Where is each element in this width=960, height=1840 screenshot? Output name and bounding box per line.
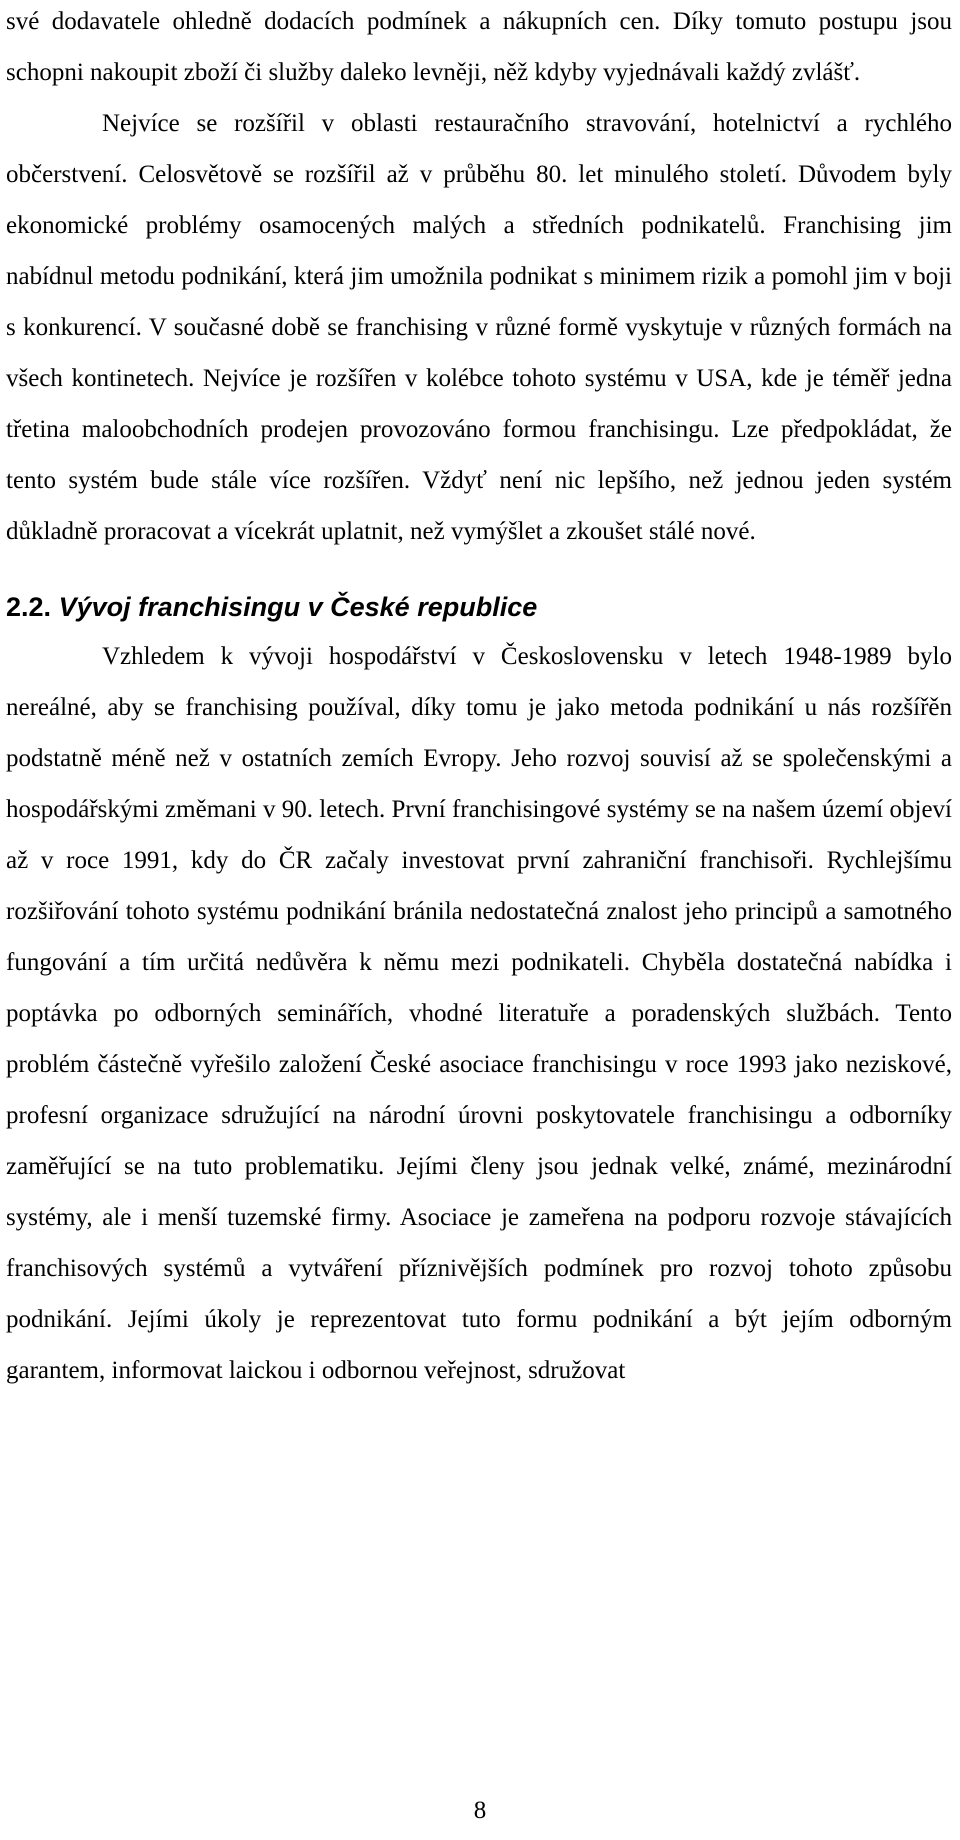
- section-title: Vývoj franchisingu v České republice: [58, 592, 538, 622]
- section-heading: [6, 583, 952, 631]
- body-paragraph: Vzhledem k vývoji hospodářství v Československu v letech 1948-1989 bylo nereálné, aby se franchising používal, díky tomu je jako metoda podnikání u nás rozšířěn podstatně méně než v ostatních zemích Evropy. Jeho rozvoj souvisí až se společenskými a hospodářskými změmani v 90. letech. První franchisingové systémy se na našem území objeví až v roce 1991, kdy do ČR začaly investovat první zahraniční franchisoři. Rychlejšímu rozšiřování tohoto systému podnikání bránila nedostatečná znalost jeho principů a samotného fungování a tím určitá nedůvěra k němu mezi podnikateli. Chyběla dostatečná nabídka i poptávka po odborných seminářích, vhodné literatuře a poradenských službách. Tento problém částečně vyřešilo založení České asociace franchisingu v roce 1993 jako neziskové, profesní organizace sdružující na národní úrovni poskytovatele franchisingu a odborníky zaměřující se na tuto problematiku. Jejími členy jsou jednak velké, známé, mezinárodní systémy, ale i menší tuzemské firmy. Asociace je zameřena na podporu rozvoje stávajících franchisových systémů a vytváření příznivějších podmínek pro rozvoj tohoto způsobu podnikání. Jejími úkoly je reprezentovat tuto formu podnikání a být jejím odborným garantem, informovat laickou i odbornou veřejnost, sdružovat: [6, 643, 952, 1384]
- section-number: 2.2.: [6, 592, 52, 622]
- body-paragraph: Nejvíce se rozšířil v oblasti restauračního stravování, hotelnictví a rychlého občerstvení. Celosvětově se rozšířil až v průběhu 80. let minulého století. Důvodem byly ekonomické problémy osamocených malých a středních podnikatelů. Franchising jim nabídnul metodu podnikání, která jim umožnila podnikat s minimem rizik a pomohl jim v boji s konkurencí. V současné době se franchising v různé formě vyskytuje v různých formách na všech kontinetech. Nejvíce je rozšířen v kolébce tohoto systému v USA, kde je téměř jedna třetina maloobchodních prodejen provozováno formou franchisingu. Lze předpokládat, že tento systém bude stále více rozšířen. Vždyť není nic lepšího, než jednou jeden systém důkladně proracovat a vícekrát uplatnit, než vymýšlet a zkoušet stálé nové.: [6, 110, 952, 545]
- body-paragraph: své dodavatele ohledně dodacích podmínek a nákupních cen. Díky tomuto postupu jsou schopni nakoupit zboží či služby daleko levněji, něž kdyby vyjednávali každý zvlášť.: [6, 8, 952, 86]
- page-number: 8: [473, 1797, 487, 1824]
